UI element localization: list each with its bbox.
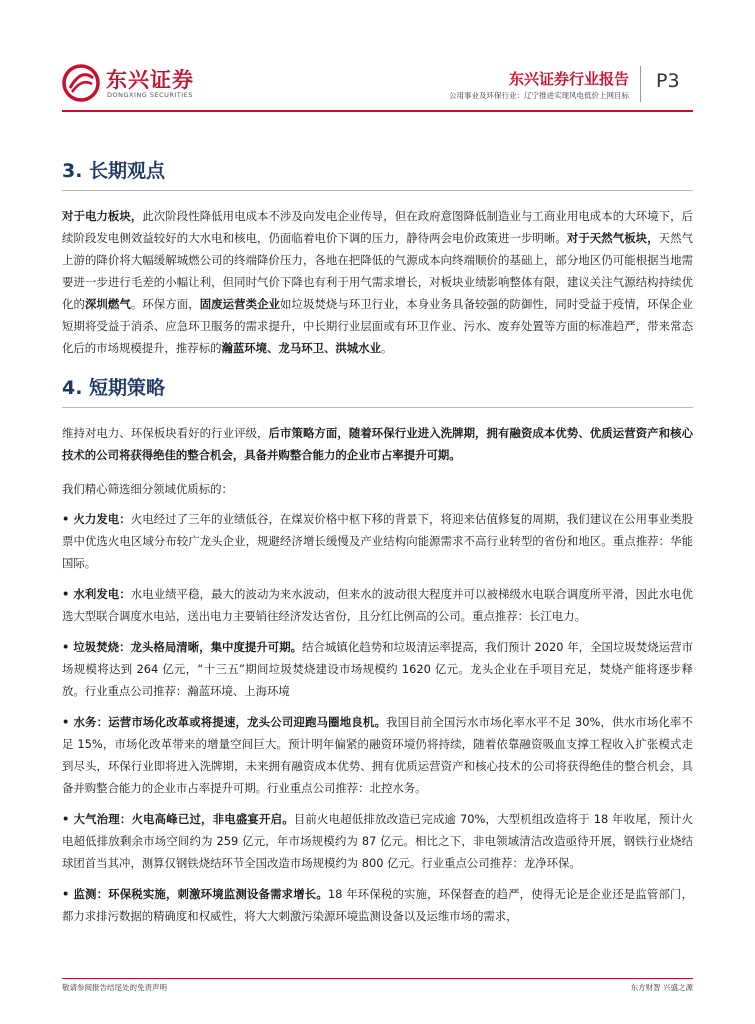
recommended-stocks: 瀚蓝环境、龙马环卫、洪城水业 xyxy=(221,341,381,355)
bullet-lead: 水利发电： xyxy=(73,587,131,601)
bullet-text: 火电经过了三年的业绩低谷，在煤炭价格中枢下移的背景下，将迎来估值修复的周期，我们建议在公用事业类股票中优选火电区域分布较广龙头企业，规避经济增长缓慢及产业结构向能源需求不高行业转型的省份和地区。重点推荐：华能国际。 xyxy=(62,512,693,570)
bullet-text: 目前火电超低排放改造已完成逾 70%，大型机组改造将于 18 年收尾，预计火电超低排放剩余市场空间约为 259 亿元，年市场规模约为 87 亿元。相比之下，非电领域清洁改造亟待开展，钢铁行业烧结球团首当其冲，测算仅钢铁烧结环节全国改造市场规模约为 800 亿元。行业重点公司推荐：龙净环保。 xyxy=(62,812,693,870)
bullet-lead: 垃圾焚烧：龙头格局清晰，集中度提升可期。 xyxy=(73,640,303,654)
logo-mark-icon xyxy=(62,64,102,102)
solid-waste-text: 如垃圾焚烧与环卫行业，本身业务具备较强的防御性，同时受益于疫情，环保企业短期将受益于消杀、应急环卫服务的需求提升，中长期行业层面或有环卫作业、污水、废弃处置等方面的标准趋严，带来常态化后的市场规模提升，推荐标的 xyxy=(62,297,693,355)
bullet-hydro-power xyxy=(62,583,693,627)
bullet-dot-icon: • xyxy=(62,587,70,601)
solid-waste-lead: 固废运营类企业 xyxy=(199,297,281,311)
section-rule xyxy=(62,190,693,191)
main-content xyxy=(62,158,693,936)
strategy-text: 后市策略方面，随着环保行业进入洗牌期，拥有融资成本优势、优质运营资产和核心技术的公司将获得绝佳的整合机会，具备并购整合能力的企业市占率提升可期。 xyxy=(62,426,693,462)
gas-sector-text: 天然气上游的降价将大幅缓解城燃公司的终端降价压力，各地在把降低的气源成本向终端顺价的基础上，部分地区仍可能根据当地需要进一步进行毛差的小幅让利，但同时气价下降也有利于用气需求增长，对板块业绩影响整体有限，建议关注气源结构持续优化的 xyxy=(62,231,693,311)
bullet-monitoring xyxy=(62,883,693,927)
paragraph-end: 。 xyxy=(380,341,393,355)
bullet-dot-icon: • xyxy=(62,512,70,526)
bullet-dot-icon: • xyxy=(62,715,70,729)
page-header xyxy=(0,0,755,115)
bullet-text: 18 年环保税的实施，环保督查的趋严，使得无论是企业还是监管部门，都力求排污数据的精确度和权威性，将大大刺激污染源环境监测设备以及运维市场的需求， xyxy=(62,887,693,923)
bullet-waste-incineration xyxy=(62,636,693,702)
header-divider xyxy=(640,66,641,102)
bullet-text: 水电业绩平稳，最大的波动为来水波动，但来水的波动很大程度并可以被梯级水电联合调度所平滑，因此水电优选大型联合调度水电站，送出电力主要销往经济发达省份，且分红比例高的公司。重点推荐：长江电力。 xyxy=(62,587,693,623)
bullet-lead: 火力发电： xyxy=(73,512,131,526)
section-title-short-term: 4. 短期策略 xyxy=(62,377,166,399)
logo-text-en: DONGXING SECURITIES xyxy=(107,91,193,99)
footer-slogan: 东方财智 兴盛之源 xyxy=(630,983,693,992)
header-rule xyxy=(62,110,693,112)
page-number: P3 xyxy=(656,70,680,92)
power-sector-text: 此次阶段性降低用电成本不涉及向发电企业传导，但在政府意图降低制造业与工商业用电成本的大环境下，后续阶段发电侧效益较好的大水电和核电，仍面临着电价下调的压力，静待两会电价政策进一步明晰。 xyxy=(62,209,693,245)
bullet-text: 我国目前全国污水市场化率水平不足 30%，供水市场化率不足 15%，市场化改革带来的增量空间巨大。预计明年偏紧的融资环境仍将持续，随着依靠融资吸血支撑工程收入扩张模式走到尽头，环保行业即将进入洗牌期，未来拥有融资成本优势、拥有优质运营资产和核心技术的公司将获得绝佳的整合机会，具备并购整合能力的企业市占率提升可期。行业重点公司推荐：北控水务。 xyxy=(62,715,693,795)
company-logo xyxy=(62,62,192,106)
section-title-long-term: 3. 长期观点 xyxy=(62,160,166,182)
bullet-thermal-power xyxy=(62,508,693,574)
bullet-water xyxy=(62,711,693,799)
bullet-text: 结合城镇化趋势和垃圾清运率提高，我们预计 2020 年，全国垃圾焚烧运营市场规模将达到 264 亿元，“十三五”期间垃圾焚烧建设市场规模约 1620 亿元。龙头企业在手项目充足，焚烧产能将逐步释放。行业重点公司推荐：瀚蓝环境、上海环境 xyxy=(62,640,693,698)
footer-disclaimer: 敬请参阅报告结尾处的免责声明 xyxy=(62,983,167,992)
rating-text: 维持对电力、环保板块看好的行业评级， xyxy=(62,426,269,440)
report-subtitle: 公用事业及环保行业：辽宁推进实现风电低价上网目标 xyxy=(449,91,629,100)
intro-text: 我们精心筛选细分领域优质标的： xyxy=(62,482,233,496)
section-rule xyxy=(62,407,693,408)
env-lead: 。环保方面， xyxy=(130,297,200,311)
bullet-lead: 大气治理：火电高峰已过，非电盛宴开启。 xyxy=(73,812,294,826)
bullet-lead: 监测：环保税实施，刺激环境监测设备需求增长。 xyxy=(73,887,328,901)
bullet-dot-icon: • xyxy=(62,812,70,826)
bullet-air-treatment xyxy=(62,808,693,874)
shenzhen-gas: 深圳燃气 xyxy=(84,297,131,311)
report-title: 东兴证券行业报告 xyxy=(508,70,629,88)
footer-rule xyxy=(62,978,693,979)
logo-text-cn: 东兴证券 xyxy=(106,68,194,92)
gas-sector-lead: 对于天然气板块， xyxy=(566,231,659,245)
bullet-dot-icon: • xyxy=(62,887,70,901)
long-term-paragraph xyxy=(62,205,693,359)
bullet-dot-icon: • xyxy=(62,640,70,654)
bullet-lead: 水务：运营市场化改革或将提速，龙头公司迎跑马圈地良机。 xyxy=(73,715,387,729)
power-sector-lead: 对于电力板块， xyxy=(62,209,143,223)
short-term-paragraph xyxy=(62,422,693,466)
